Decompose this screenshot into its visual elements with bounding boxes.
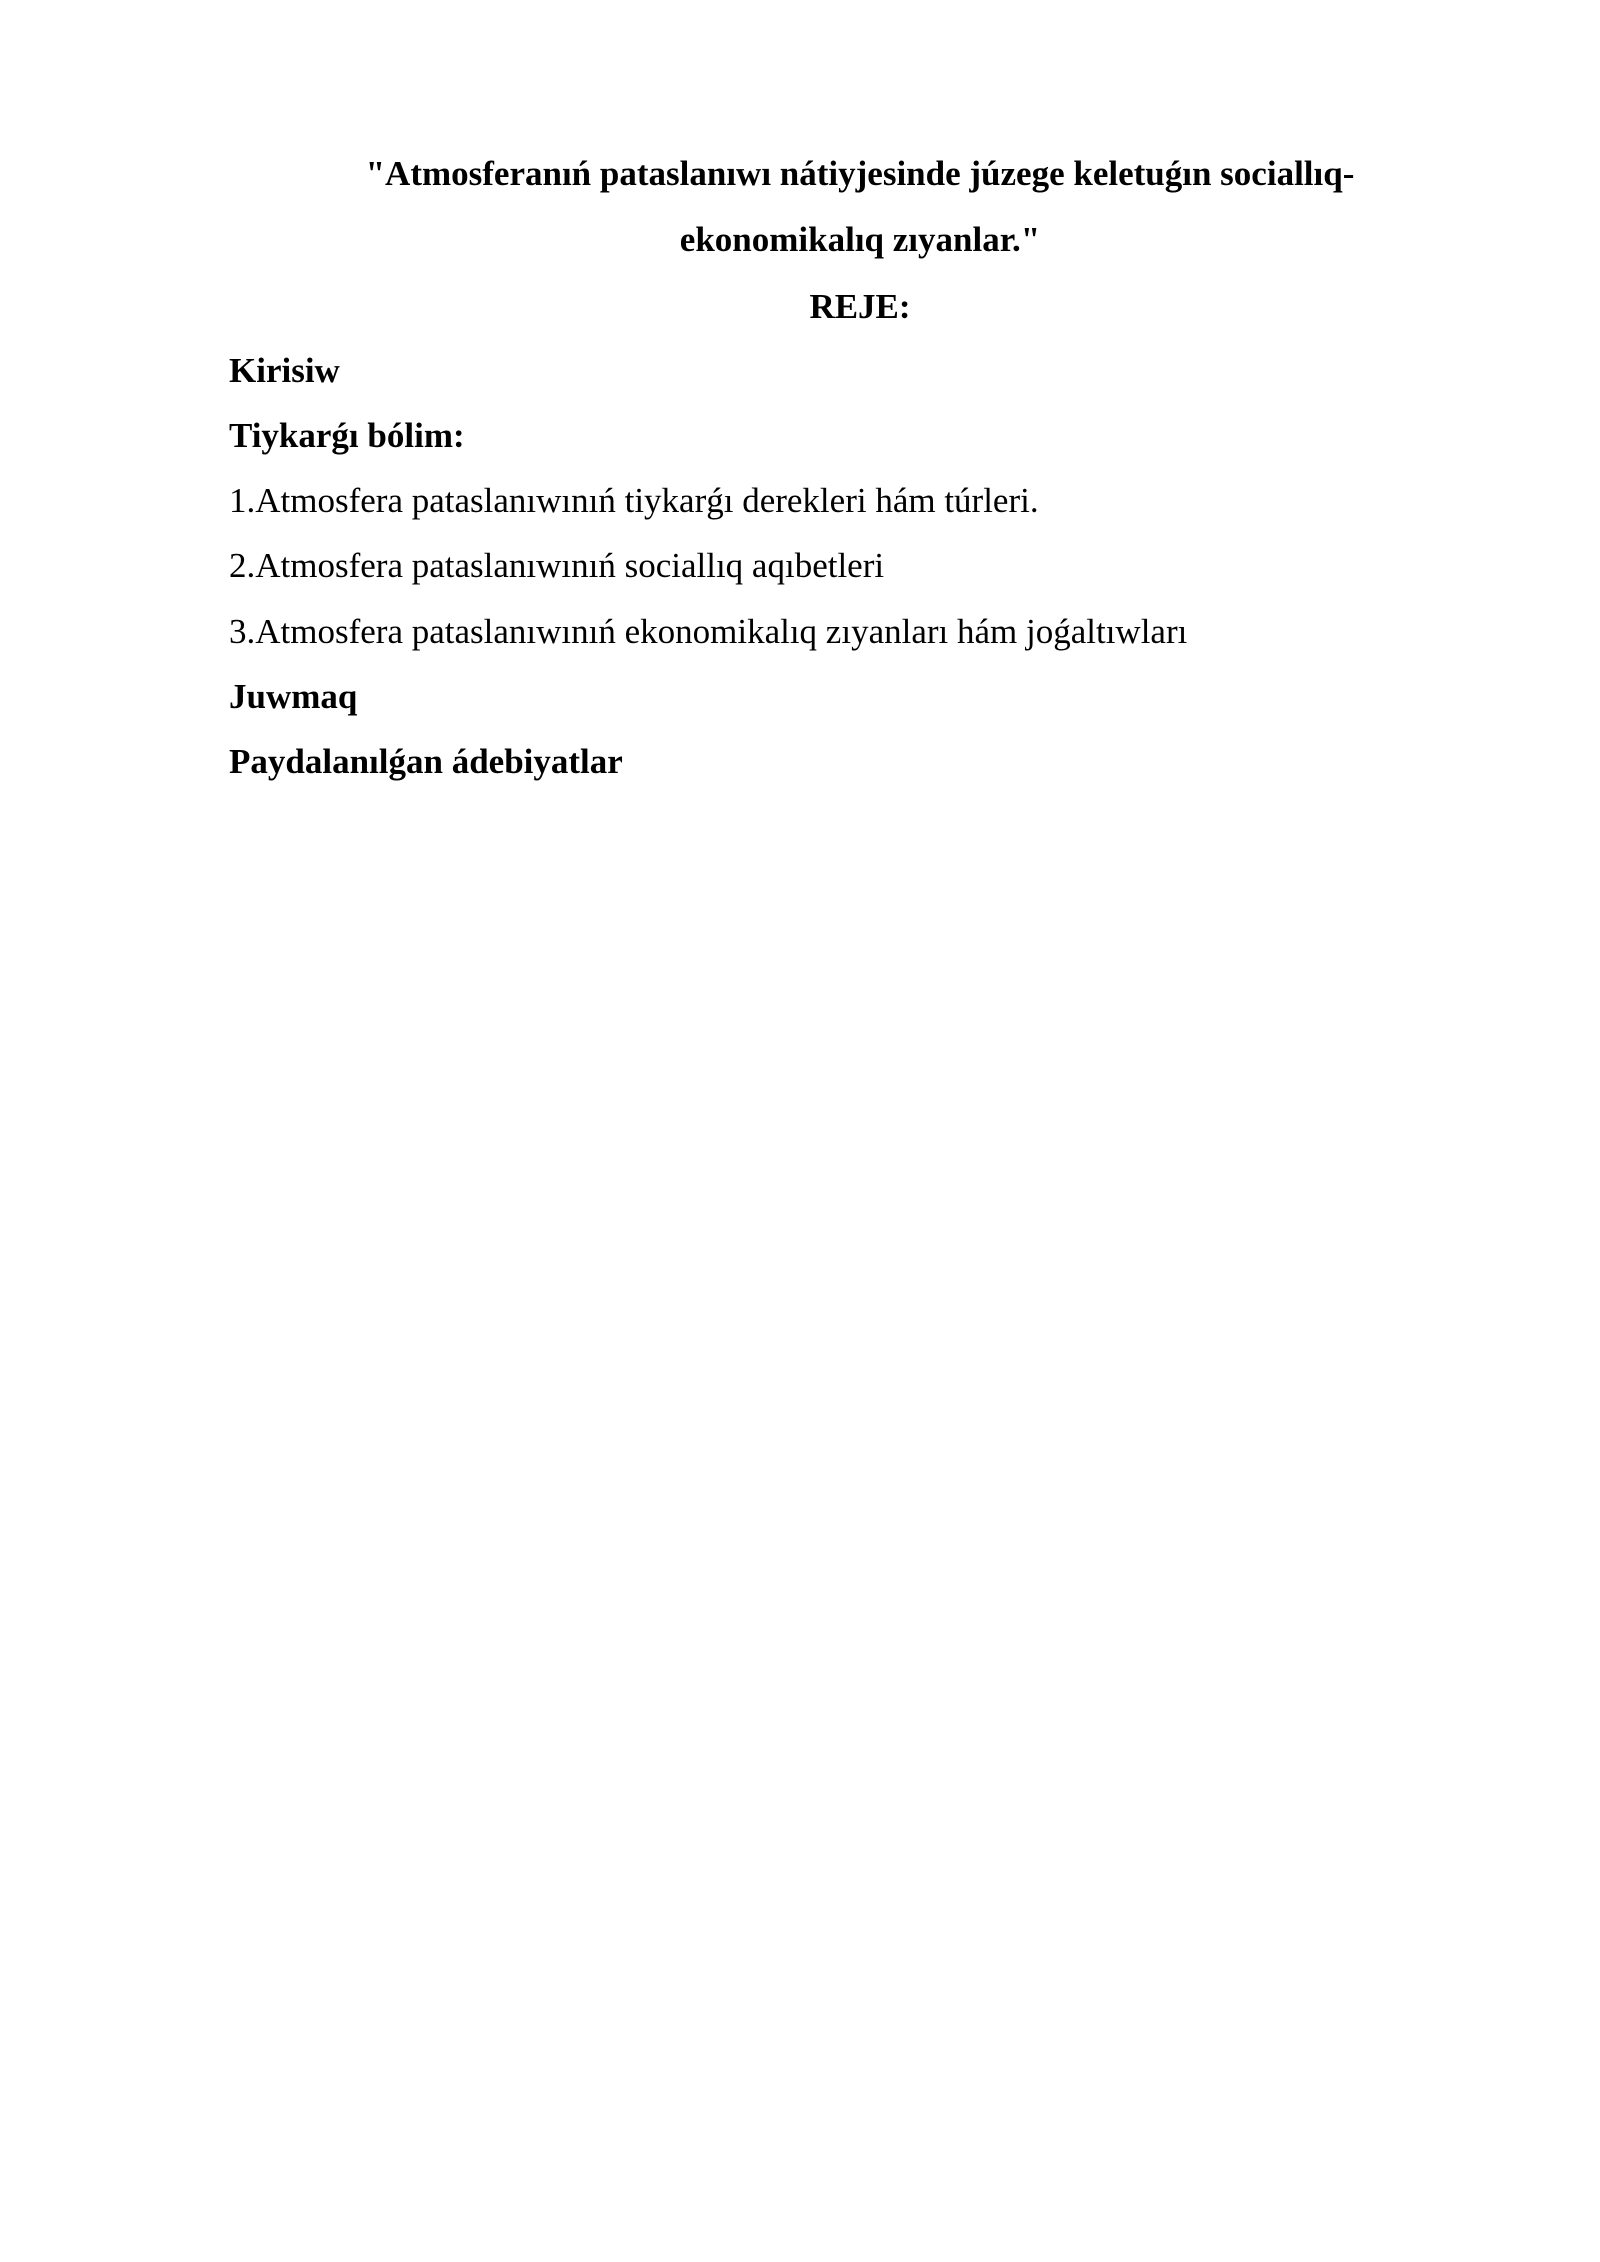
outline-item-1: 1.Atmosfera pataslanıwınıń tiykarǵı derekleri hám túrleri.	[229, 481, 1039, 520]
outline-main-part: Tiykarǵı bólim:	[229, 416, 465, 455]
outline-item-3: 3.Atmosfera pataslanıwınıń ekonomikalıq zıyanları hám joǵaltıwları	[229, 612, 1188, 651]
document-title-line-1: "Atmosferanıń pataslanıwı nátiyjesinde júzege keletuǵın sociallıq-	[365, 154, 1355, 193]
outline-conclusion: Juwmaq	[229, 677, 358, 716]
document-title-line-2: ekonomikalıq zıyanlar."	[679, 220, 1041, 259]
plan-heading: REJE:	[809, 287, 911, 326]
outline-introduction: Kirisiw	[229, 351, 340, 390]
outline-item-2: 2.Atmosfera pataslanıwınıń sociallıq aqıbetleri	[229, 546, 885, 585]
outline-references: Paydalanılǵan ádebiyatlar	[229, 742, 623, 781]
